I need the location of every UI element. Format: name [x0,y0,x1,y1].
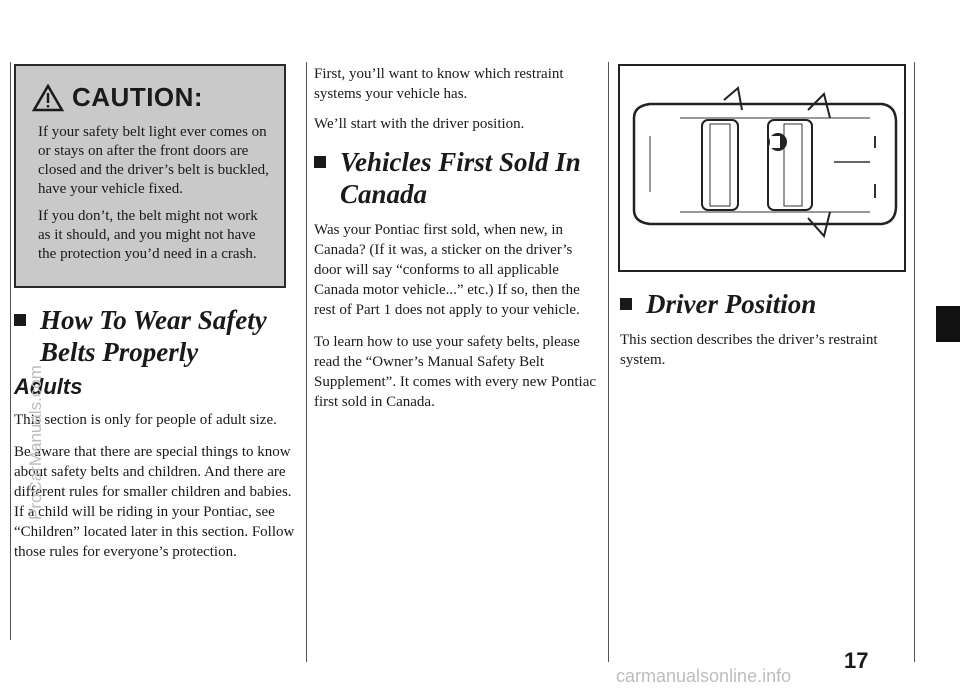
col3-paragraph-1: This section describes the driver’s restraint system. [620,332,878,368]
column-divider-left [10,62,11,640]
heading-line-2: Belts Properly [40,337,199,367]
watermark-bottom: carmanualsonline.info [616,666,792,686]
section-tab-marker [936,306,960,342]
subheading-adults: Adults [14,374,83,399]
section-heading-canada [314,146,602,210]
heading-line-1: How To Wear Safety [40,305,267,335]
heading-line-1: Vehicles First Sold In [340,147,581,177]
section-heading-safety-belts [14,304,296,368]
heading-bullet-icon [620,298,632,310]
vehicle-top-view-icon [620,66,904,270]
watermark-left: ProCarManuals.com [26,365,45,520]
column-divider-1 [306,62,307,662]
column-divider-3 [914,62,915,662]
col1-paragraph-2: Be aware that there are special things to know about safety belts and children. And there are different rules for smaller children and babies. If a child will be riding in your Pontiac, see “Children” located later in this section. Follow those rules for everyone’s protection. [14,444,295,560]
caution-box [14,64,286,288]
column-divider-2 [608,62,609,662]
caution-header [32,82,284,113]
caution-paragraph-1: If your safety belt light ever comes on or stays on after the front doors are closed and the driver’s belt is buckled, have your vehicle fixed. [38,124,269,197]
heading-line-2: Canada [340,179,428,209]
section-heading-driver-position [620,288,910,320]
caution-paragraph-2: If you don’t, the belt might not work as it should, and you might not have the protection you’d need in a crash. [38,208,258,262]
col2-paragraph-1: First, you’ll want to know which restraint systems your vehicle has. [314,66,564,102]
column-3 [620,288,910,370]
caution-title: CAUTION: [72,82,204,112]
column-1 [14,304,296,562]
page-number: 17 [844,648,869,673]
warning-triangle-icon [32,84,64,112]
heading-line-1: Driver Position [646,289,817,319]
col2-paragraph-3: Was your Pontiac first sold, when new, in Canada? (If it was, a sticker on the driver’s door will say “conforms to all applicable Canada motor vehicle...” etc.) If so, then the rest of Part 1 does not apply to your vehicle. [314,222,580,318]
heading-bullet-icon [314,156,326,168]
heading-bullet-icon [14,314,26,326]
vehicle-seating-illustration [618,64,906,272]
column-2 [314,64,602,412]
col2-paragraph-4: To learn how to use your safety belts, please read the “Owner’s Manual Safety Belt Supplement”. It comes with every new Pontiac first sold in Canada. [314,334,597,410]
col2-paragraph-2: We’ll start with the driver position. [314,116,525,132]
col1-paragraph-1: This section is only for people of adult size. [14,412,277,428]
